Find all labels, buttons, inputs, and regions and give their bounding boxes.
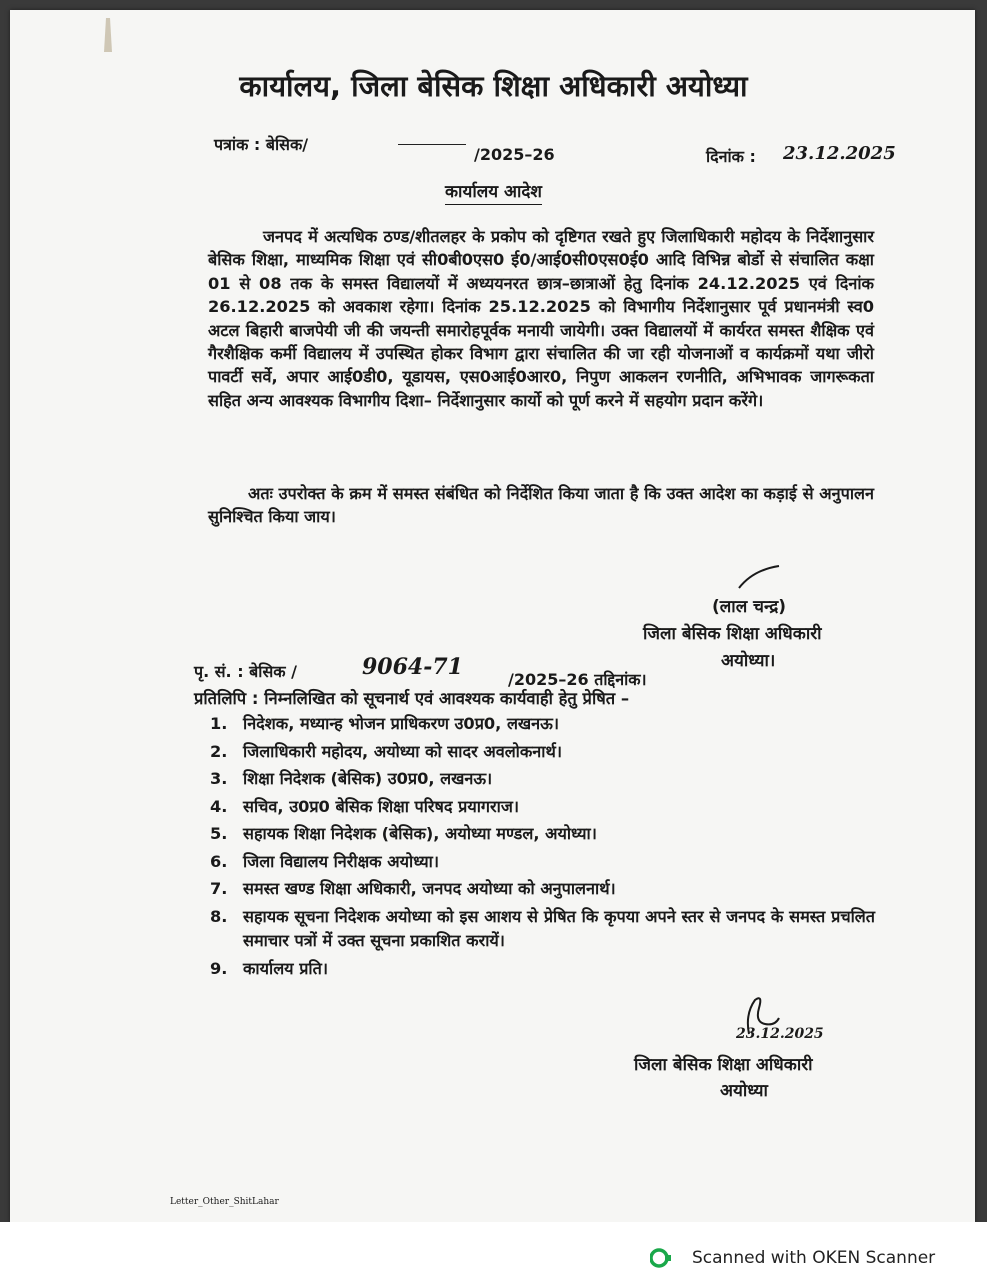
- copy-intro: प्रतिलिपि : निम्नलिखित को सूचनार्थ एवं आवश्यक कार्यवाही हेतु प्रेषित –: [194, 689, 630, 708]
- list-item: 7. समस्त खण्ड शिक्षा अधिकारी, जनपद अयोध्या को अनुपालनार्थ।: [210, 879, 616, 898]
- list-item: 1. निदेशक, मध्यान्ह भोजन प्राधिकरण उ0प्र0, लखनऊ।: [210, 714, 559, 733]
- order-heading: कार्यालय आदेश: [0, 179, 987, 202]
- list-item: 3. शिक्षा निदेशक (बेसिक) उ0प्र0, लखनऊ।: [210, 769, 493, 788]
- reference-blank-line: [398, 144, 466, 145]
- date-value-handwritten: 23.12.2025: [783, 143, 896, 164]
- office-title: कार्यालय, जिला बेसिक शिक्षा अधिकारी अयोध्या: [239, 69, 748, 103]
- list-item: 8. सहायक सूचना निदेशक अयोध्या को इस आशय से प्रेषित कि कृपया अपने स्तर से जनपद के समस्त प्रचलित समाचार पत्रों में उक्त सूचना प्रकाशित करायें।: [210, 906, 875, 950]
- copy-reference-number-handwritten: 9064-71: [362, 654, 463, 680]
- file-reference: Letter_Other_ShitLahar: [170, 1197, 279, 1207]
- oken-scanner-logo-icon: [650, 1247, 672, 1269]
- list-item: 4. सचिव, उ0प्र0 बेसिक शिक्षा परिषद प्रयागराज।: [210, 796, 519, 816]
- footer-designation: जिला बेसिक शिक्षा अधिकारी: [634, 1055, 813, 1075]
- signature-date-handwritten: 23.12.2025: [736, 1026, 824, 1042]
- date-label: दिनांक :: [706, 147, 756, 166]
- order-paragraph-1: जनपद में अत्यधिक ठण्ड/शीतलहर के प्रकोप को दृष्टिगत रखते हुए जिलाधिकारी महोदय के निर्देशानुसार बेसिक शिक्षा, माध्यमिक शिक्षा एवं सी0बी0एस0 ई0/आई0सी0एस0ई0 आदि विभिन्न बोर्डो से संचालित कक्षा 01 से 08 तक के समस्त विद्यालयों में अध्ययनरत छात्र–छात्राओं हेतु दिनांक 24.12.2025 एवं दिनांक 26.12.2025 को अवकाश रहेगा। दिनांक 25.12.2025 को विभागीय निर्देशानुसार पूर्व प्रधानमंत्री स्व0 अटल बिहारी बाजपेयी जी की जयन्ती समारोहपूर्वक मनायी जायेगी। उक्त विद्यालयों में कार्यरत समस्त शैक्षिक एवं गैरशैक्षिक कर्मी विद्यालय में उपस्थित होकर विभाग द्वारा संचालित की जा रही योजनाओं व कार्यक्रमों यथा जीरो पावर्टी सर्वे, अपार आई0डी0, यूडायस, एस0आई0आर0, निपुण आकलन रणनीति, अभिभावक जागरूकता सहित अन्य आवश्यक विभागीय दिशा– निर्देशानुसार कार्यो को पूर्ण करने में सहयोग प्रदान करेंगे।: [208, 227, 874, 410]
- copy-recipient-list: [210, 712, 875, 984]
- footer-place: अयोध्या: [720, 1081, 768, 1101]
- staple-mark: [96, 14, 120, 56]
- signatory-designation: जिला बेसिक शिक्षा अधिकारी: [643, 624, 822, 644]
- scanner-watermark-text: Scanned with OKEN Scanner: [692, 1248, 936, 1268]
- order-paragraph-2: अतः उपरोक्त के क्रम में समस्त संबंधित को निर्देशित किया जाता है कि उक्त आदेश का कड़ाई से अनुपालन सुनिश्चित किया जाय।: [208, 484, 874, 527]
- signatory-place: अयोध्या।: [721, 651, 776, 671]
- copy-reference-suffix: /2025–26 तद्दिनांक।: [508, 670, 647, 689]
- reference-year: /2025–26: [474, 145, 555, 164]
- signatory-name: (लाल चन्द्र): [712, 597, 786, 617]
- signature-mark: [735, 562, 785, 592]
- copy-reference-label: पृ. सं. : बेसिक /: [194, 662, 297, 681]
- list-item: 6. जिला विद्यालय निरीक्षक अयोध्या।: [210, 851, 440, 871]
- reference-label: पत्रांक : बेसिक/: [214, 135, 309, 154]
- list-item: 5. सहायक शिक्षा निदेशक (बेसिक), अयोध्या मण्डल, अयोध्या।: [210, 824, 597, 843]
- list-item: 2. जिलाधिकारी महोदय, अयोध्या को सादर अवलोकनार्थ।: [210, 741, 562, 761]
- list-item: 9. कार्यालय प्रति।: [210, 958, 328, 978]
